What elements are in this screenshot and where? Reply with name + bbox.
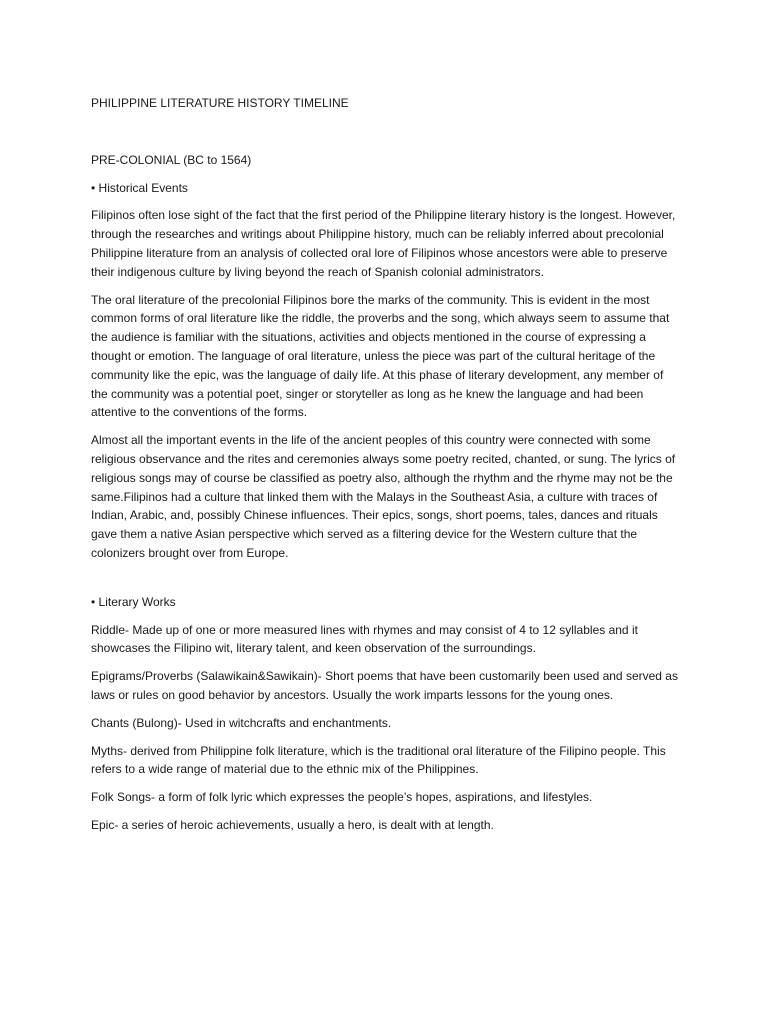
paragraph-oral-lore: Filipinos often lose sight of the fact that the first period of the Philippine literary history is the longest. However, through the researches and writings about Philippine history, much can be reliably inferred about precolonial Philippine literature from an analysis of collected oral lore of Filipinos whose ancestors were able to preserve their indigenous culture by living beyond the reach of Spanish colonial administrators. <box>91 208 676 279</box>
period-heading: PRE-COLONIAL (BC to 1564) <box>91 152 252 167</box>
bullet-literary-works: • Literary Works <box>91 594 176 609</box>
document-page <box>91 94 681 844</box>
paragraph-oral-literature: The oral literature of the precolonial Filipinos bore the marks of the community. This is evident in the most common forms of oral literature like the riddle, the proverbs and the song, which always seem to assume that the audience is familiar with the situations, activities and objects mentioned in the course of expressing a thought or emotion. The language of oral literature, unless the piece was part of the cultural heritage of the community like the epic, was the language of daily life. At this phase of literary development, any member of the community was a potential poet, singer or storyteller as long as he knew the language and had been attentive to the conventions of the forms. <box>91 292 670 420</box>
bullet-historical-events: • Historical Events <box>91 180 188 195</box>
work-folk-songs: Folk Songs- a form of folk lyric which expresses the people’s hopes, aspirations, and lifestyles. <box>91 790 593 805</box>
work-epic: Epic- a series of heroic achievements, usually a hero, is dealt with at length. <box>91 817 494 832</box>
work-chants: Chants (Bulong)- Used in witchcrafts and enchantments. <box>91 715 392 730</box>
paragraph-religious-observance: Almost all the important events in the life of the ancient peoples of this country were connected with some religious observance and the rites and ceremonies always some poetry recited, chanted, or sung. The lyrics of religious songs may of course be classified as poetry also, although the rhythm and the rhyme may not be the same.Filipinos had a culture that linked them with the Malays in the Southeast Asia, a culture with traces of Indian, Arabic, and, possibly Chinese influences. Their epics, songs, short poems, tales, dances and rituals gave them a native Asian perspective which served as a filtering device for the Western culture that the colonizers brought over from Europe. <box>91 433 676 560</box>
work-myths: Myths- derived from Philippine folk literature, which is the traditional oral literature of the Filipino people. This refers to a wide range of material due to the ethnic mix of the Philippines. <box>91 743 666 777</box>
work-riddle: Riddle- Made up of one or more measured lines with rhymes and may consist of 4 to 12 syllables and it showcases the Filipino wit, literary talent, and keen observation of the surroundings. <box>91 622 638 656</box>
document-title: PHILIPPINE LITERATURE HISTORY TIMELINE <box>91 96 349 110</box>
work-epigrams-proverbs: Epigrams/Proverbs (Salawikain&Sawikain)- Short poems that have been customarily been used and served as laws or rules on good behavior by ancestors. Usually the work imparts lessons for the young ones. <box>91 669 678 702</box>
